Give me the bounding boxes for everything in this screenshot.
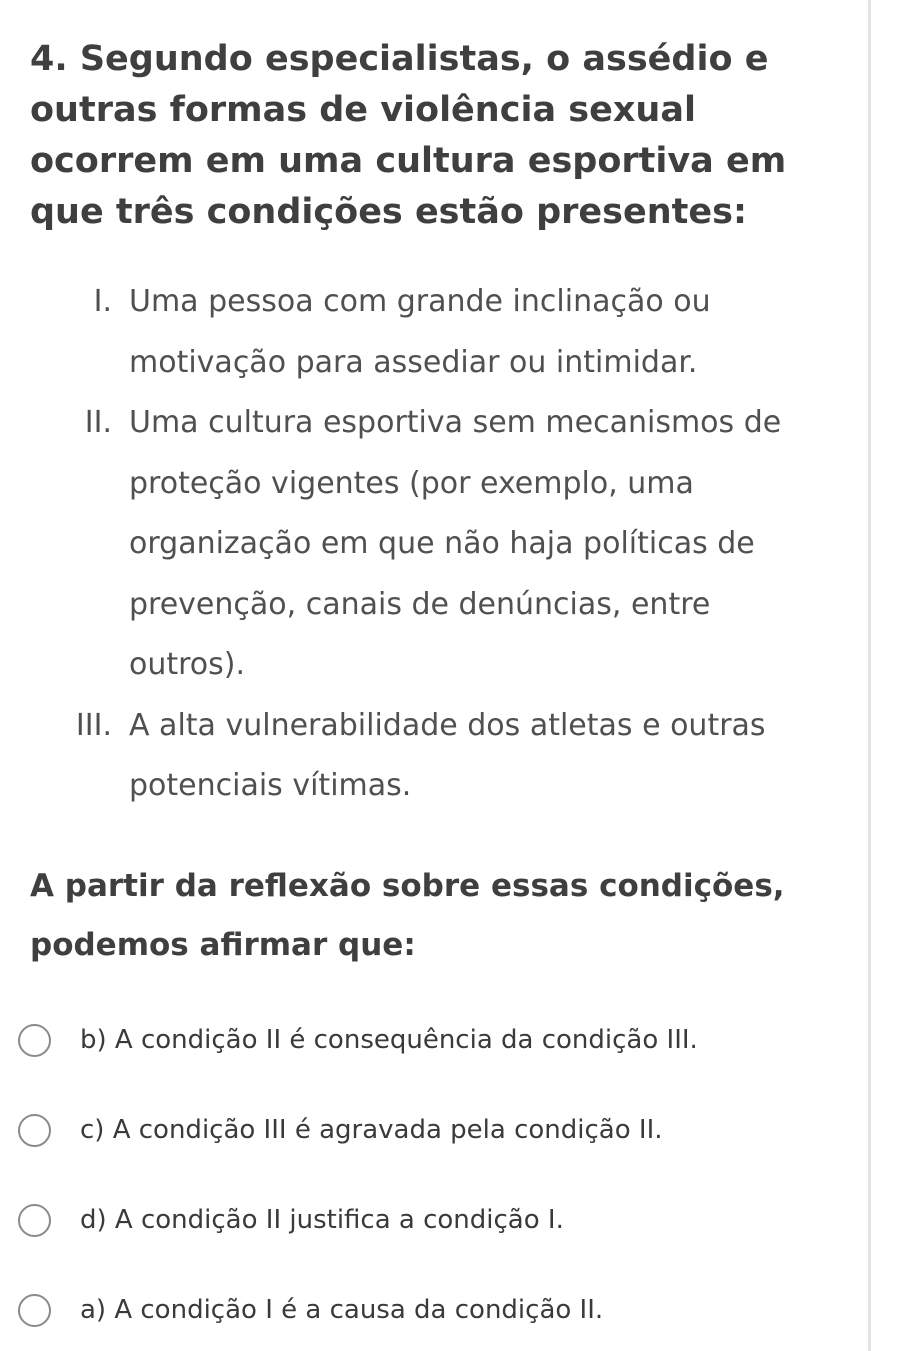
condition-list [0, 272, 860, 817]
right-divider [868, 0, 871, 1351]
condition-numeral: II. [84, 405, 112, 440]
condition-text: A alta vulnerabilidade dos atletas e outras potenciais vítimas. [129, 707, 766, 803]
condition-text: Uma pessoa com grande inclinação ou motivação para assediar ou intimidar. [129, 284, 711, 380]
option-label[interactable]: c) A condição III é agravada pela condição II. [80, 1115, 663, 1145]
condition-item-3 [0, 696, 829, 817]
option-b[interactable] [18, 1015, 698, 1065]
option-label[interactable]: d) A condição II justifica a condição I. [80, 1205, 564, 1235]
condition-item-1 [0, 272, 829, 393]
condition-item-2 [0, 393, 829, 696]
question-title: 4. Segundo especialistas, o assédio e outras formas de violência sexual ocorrem em uma cultura esportiva em que três condições estão presentes: [30, 39, 787, 232]
option-c[interactable] [18, 1105, 663, 1155]
condition-numeral: III. [75, 707, 112, 743]
condition-numeral: I. [93, 284, 112, 319]
radio-button[interactable] [18, 1204, 51, 1237]
condition-text: Uma cultura esportiva sem mecanismos de proteção vigentes (por exemplo, uma organização em que não haja políticas de prevenção, canais de denúncias, entre outros). [129, 405, 782, 682]
option-d[interactable] [18, 1195, 564, 1245]
question-prompt: A partir da reflexão sobre essas condições, podemos afirmar que: [30, 868, 785, 963]
option-label[interactable]: b) A condição II é consequência da condição III. [80, 1025, 698, 1055]
radio-button[interactable] [18, 1114, 51, 1147]
option-a[interactable] [18, 1285, 603, 1335]
radio-button[interactable] [18, 1024, 51, 1057]
option-label[interactable]: a) A condição I é a causa da condição II. [80, 1295, 604, 1325]
radio-button[interactable] [18, 1294, 51, 1327]
